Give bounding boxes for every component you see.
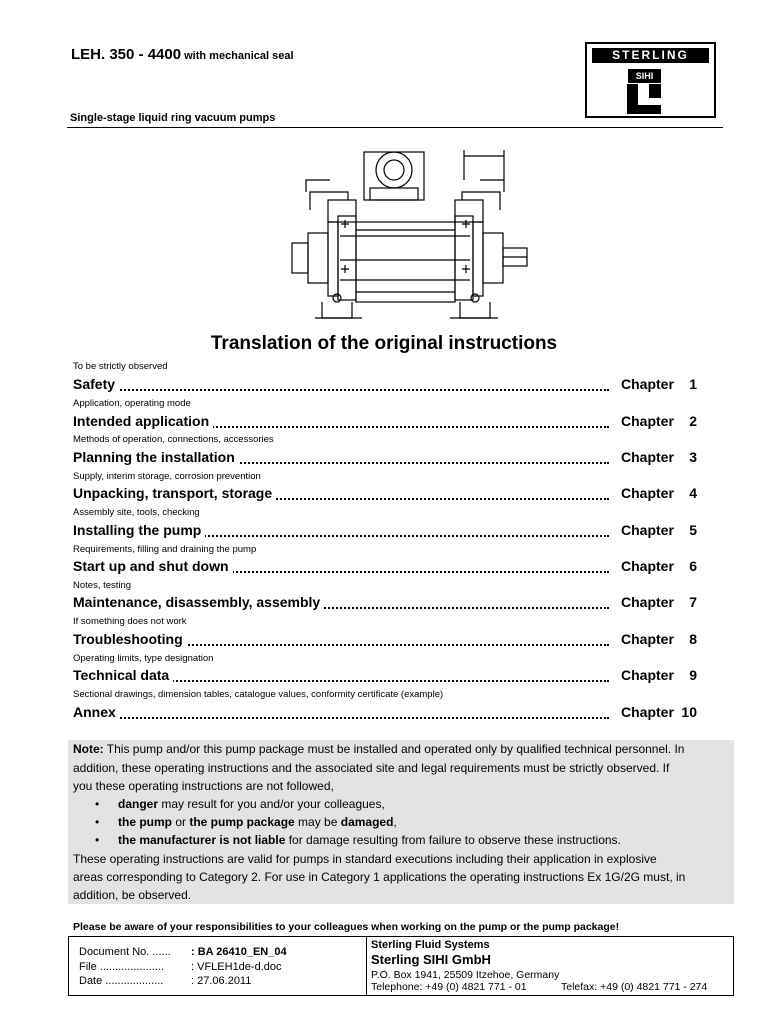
file-value: : VFLEH1de-d.doc	[191, 961, 282, 973]
toc-desc: Supply, interim storage, corrosion prevention	[73, 471, 261, 482]
date-label: Date ...................	[79, 975, 164, 987]
toc-chapter	[621, 413, 703, 429]
toc-row-safety[interactable]	[73, 376, 703, 394]
file-label: File .....................	[79, 961, 164, 973]
toc-title: Unpacking, transport, storage	[73, 485, 276, 501]
bullet-text: for damage resulting from failure to observe these instructions.	[285, 833, 621, 847]
bullet-text: or	[172, 815, 190, 829]
toc-title: Planning the installation	[73, 449, 239, 465]
toc-row-unpacking[interactable]	[73, 485, 703, 503]
sterling-sihi-logo	[585, 42, 716, 118]
toc-desc: Notes, testing	[73, 580, 132, 591]
responsibility-notice: Please be aware of your responsibilities to your colleagues when working on the pump or the pump package!	[73, 921, 620, 933]
chapter-label: Chapter	[621, 376, 674, 392]
toc-chapter	[621, 631, 703, 647]
toc-row-troubleshooting[interactable]	[73, 631, 703, 649]
date-value: : 27.06.2011	[191, 975, 252, 987]
bullet-bold: the pump	[118, 815, 172, 829]
chapter-number: 10	[681, 704, 697, 720]
bullet-icon: •	[95, 815, 100, 829]
company-name: Sterling SIHI GmbH	[371, 952, 491, 967]
toc-title: Technical data	[73, 667, 173, 683]
bullet-text: may result for you and/or your colleagues,	[158, 797, 385, 811]
bullet-text: ,	[393, 815, 397, 829]
note-text: This pump and/or this pump package must be installed and operated only by qualified technical personnel. In	[103, 742, 685, 756]
note-line	[73, 740, 729, 758]
toc-chapter	[621, 485, 703, 501]
chapter-number: 6	[689, 558, 697, 574]
chapter-number: 5	[689, 522, 697, 538]
logo-sub: SIHI	[628, 69, 661, 83]
bullet-bold: the manufacturer is not liable	[118, 833, 286, 847]
bullet-bold: the pump package	[189, 815, 295, 829]
toc-desc: Operating limits, type designation	[73, 653, 214, 664]
toc-desc: Requirements, filling and draining the pump	[73, 544, 257, 555]
toc-desc: To be strictly observed	[73, 361, 168, 372]
toc-row-startup[interactable]	[73, 558, 703, 576]
toc-row-planning[interactable]	[73, 449, 703, 467]
chapter-label: Chapter	[621, 413, 674, 429]
toc-title: Annex	[73, 704, 120, 720]
toc-chapter	[621, 522, 703, 538]
chapter-label: Chapter	[621, 558, 674, 574]
chapter-number: 4	[689, 485, 697, 501]
document-title	[71, 46, 294, 63]
chapter-number: 2	[689, 413, 697, 429]
main-heading: Translation of the original instructions	[210, 333, 558, 354]
chapter-label: Chapter	[621, 704, 674, 720]
bullet-bold: damaged	[340, 815, 394, 829]
chapter-number: 3	[689, 449, 697, 465]
toc-desc: Assembly site, tools, checking	[73, 507, 200, 518]
logo-brand: STERLING	[592, 48, 709, 63]
chapter-number: 1	[689, 376, 697, 392]
doc-number-value: : BA 26410_EN_04	[191, 946, 287, 958]
chapter-label: Chapter	[621, 449, 674, 465]
toc-leader-dots	[73, 389, 609, 391]
chapter-label: Chapter	[621, 485, 674, 501]
note-line: you these operating instructions are not followed,	[73, 779, 334, 793]
chapter-number: 9	[689, 667, 697, 683]
pump-drawing	[270, 140, 540, 325]
document-info-table	[68, 936, 734, 996]
table-divider	[366, 937, 367, 995]
note-bullet	[95, 831, 621, 849]
toc-chapter	[621, 704, 703, 720]
toc-chapter	[621, 594, 703, 610]
toc-chapter	[621, 376, 703, 392]
chapter-number: 8	[689, 631, 697, 647]
company-group: Sterling Fluid Systems	[371, 939, 490, 951]
toc-title: Start up and shut down	[73, 558, 233, 574]
chapter-label: Chapter	[621, 522, 674, 538]
document-subtitle: Single-stage liquid ring vacuum pumps	[70, 112, 276, 124]
company-telephone: Telephone: +49 (0) 4821 771 - 01	[371, 981, 527, 993]
bullet-text: may be	[294, 815, 341, 829]
note-line: addition, be observed.	[73, 888, 192, 902]
toc-row-maintenance[interactable]	[73, 594, 703, 612]
toc-leader-dots	[73, 717, 609, 719]
toc-desc: Application, operating mode	[73, 398, 191, 409]
note-line: These operating instructions are valid for pumps in standard executions including their application in explosive	[73, 852, 657, 866]
toc-row-technical-data[interactable]	[73, 667, 703, 685]
toc-desc: Sectional drawings, dimension tables, catalogue values, conformity certificate (example)	[73, 689, 444, 700]
toc-row-installing[interactable]	[73, 522, 703, 540]
chapter-label: Chapter	[621, 667, 674, 683]
toc-desc: If something does not work	[73, 616, 187, 627]
toc-row-intended-application[interactable]	[73, 413, 703, 431]
toc-title: Maintenance, disassembly, assembly	[73, 594, 324, 610]
toc-chapter	[621, 449, 703, 465]
company-telefax: Telefax: +49 (0) 4821 771 - 274	[561, 981, 708, 993]
bullet-icon: •	[95, 797, 100, 811]
note-line: addition, these operating instructions and the associated site and legal requirements must be strictly observed. If	[73, 761, 670, 775]
toc-row-annex[interactable]	[73, 704, 703, 722]
company-address: P.O. Box 1941, 25509 Itzehoe, Germany	[371, 969, 560, 981]
toc-chapter	[621, 667, 703, 683]
note-line: areas corresponding to Category 2. For use in Category 1 applications the operating instructions Ex 1G/2G must, in	[73, 870, 686, 884]
bullet-icon: •	[95, 833, 100, 847]
toc-desc: Methods of operation, connections, accessories	[73, 434, 274, 445]
toc-title: Safety	[73, 376, 119, 392]
toc-chapter	[621, 558, 703, 574]
title-suffix: with mechanical seal	[181, 50, 294, 62]
toc-title: Troubleshooting	[73, 631, 187, 647]
chapter-label: Chapter	[621, 594, 674, 610]
title-main: LEH. 350 - 4400	[71, 46, 182, 63]
note-bullet	[95, 795, 385, 813]
chapter-number: 7	[689, 594, 697, 610]
logo-mark-icon	[627, 84, 675, 114]
toc-title: Installing the pump	[73, 522, 205, 538]
doc-number-label: Document No. ......	[79, 946, 171, 958]
chapter-label: Chapter	[621, 631, 674, 647]
note-label: Note:	[73, 742, 104, 756]
note-box	[68, 740, 734, 904]
toc-title: Intended application	[73, 413, 213, 429]
header-rule	[67, 127, 723, 128]
bullet-bold: danger	[118, 797, 159, 811]
note-bullet	[95, 813, 397, 831]
